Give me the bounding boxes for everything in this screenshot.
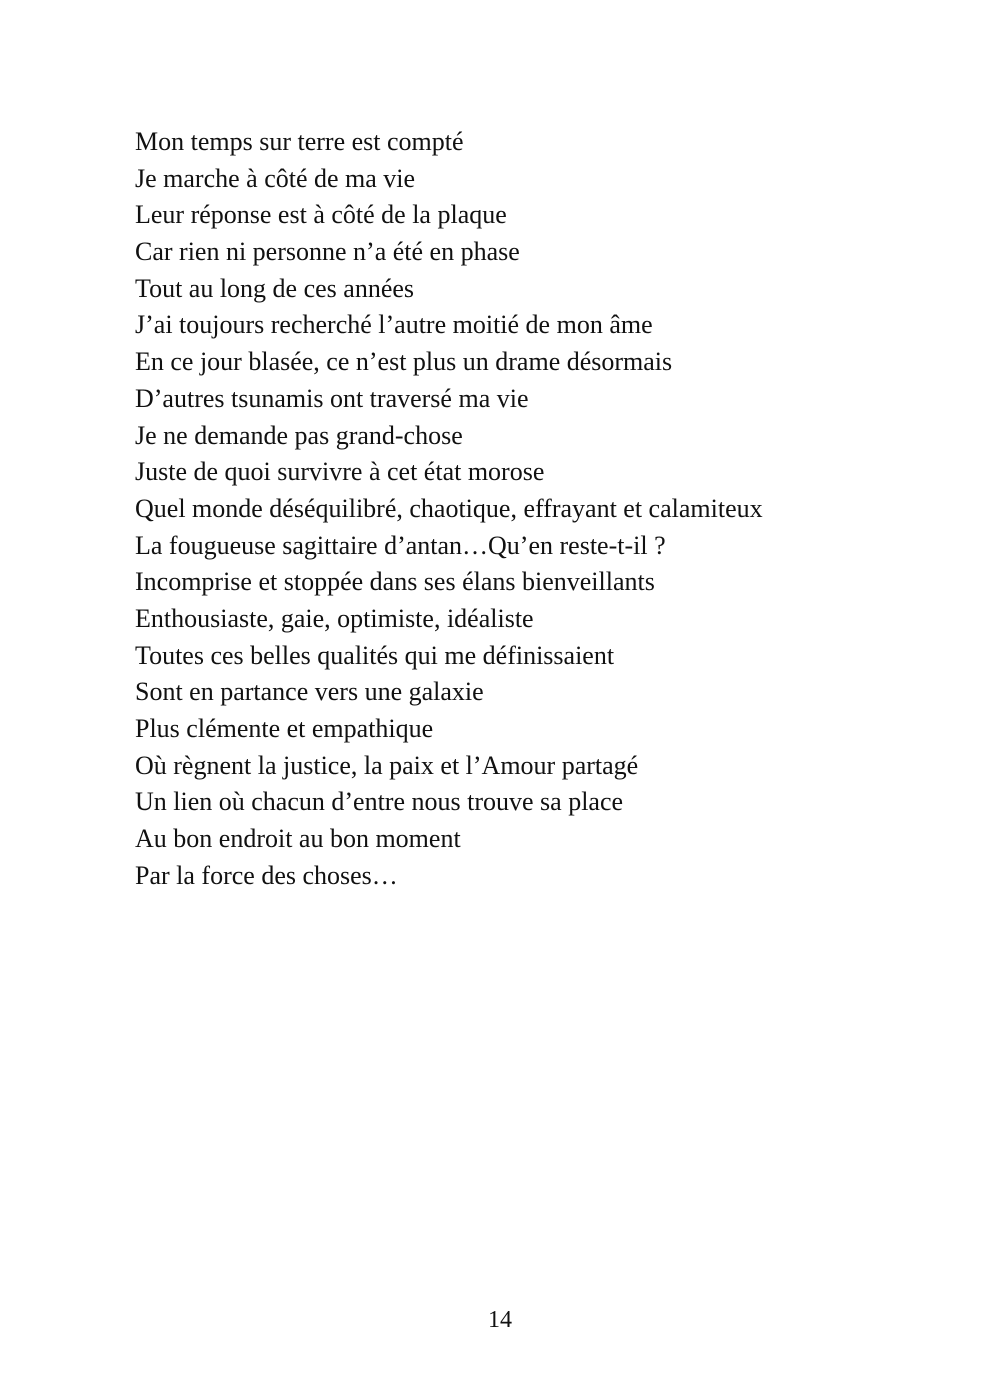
poem-line: Incomprise et stoppée dans ses élans bienveillants [135, 567, 655, 597]
poem-line: Où règnent la justice, la paix et l’Amour partagé [135, 750, 639, 780]
poem-line: Par la force des choses… [135, 860, 398, 890]
poem-line: En ce jour blasée, ce n’est plus un drame désormais [135, 347, 673, 377]
poem-line: Je ne demande pas grand-chose [135, 420, 463, 450]
poem-text [135, 124, 935, 894]
poem-line: Je marche à côté de ma vie [135, 163, 416, 193]
poem-line: Car rien ni personne n’a été en phase [135, 237, 520, 267]
poem-line: Tout au long de ces années [135, 273, 415, 303]
poem-line: Plus clémente et empathique [135, 714, 434, 743]
poem-line: Quel monde déséquilibré, chaotique, effrayant et calamiteux [135, 493, 763, 523]
poem-line: Juste de quoi survivre à cet état morose [135, 457, 545, 487]
poem-line: La fougueuse sagittaire d’antan…Qu’en reste-t-il ? [135, 530, 666, 560]
poem-line: D’autres tsunamis ont traversé ma vie [135, 383, 529, 413]
poem-line: Leur réponse est à côté de la plaque [135, 200, 507, 230]
poem-line: Enthousiaste, gaie, optimiste, idéaliste [135, 603, 534, 633]
poem-line: Sont en partance vers une galaxie [135, 677, 484, 707]
poem-line: Toutes ces belles qualités qui me définissaient [135, 640, 615, 670]
poem-line: Un lien où chacun d’entre nous trouve sa place [135, 787, 624, 817]
poem-line: J’ai toujours recherché l’autre moitié de mon âme [135, 310, 653, 340]
poem-line: Au bon endroit au bon moment [135, 824, 461, 854]
page-number: 14 [488, 1307, 512, 1333]
poem-line: Mon temps sur terre est compté [135, 127, 464, 156]
